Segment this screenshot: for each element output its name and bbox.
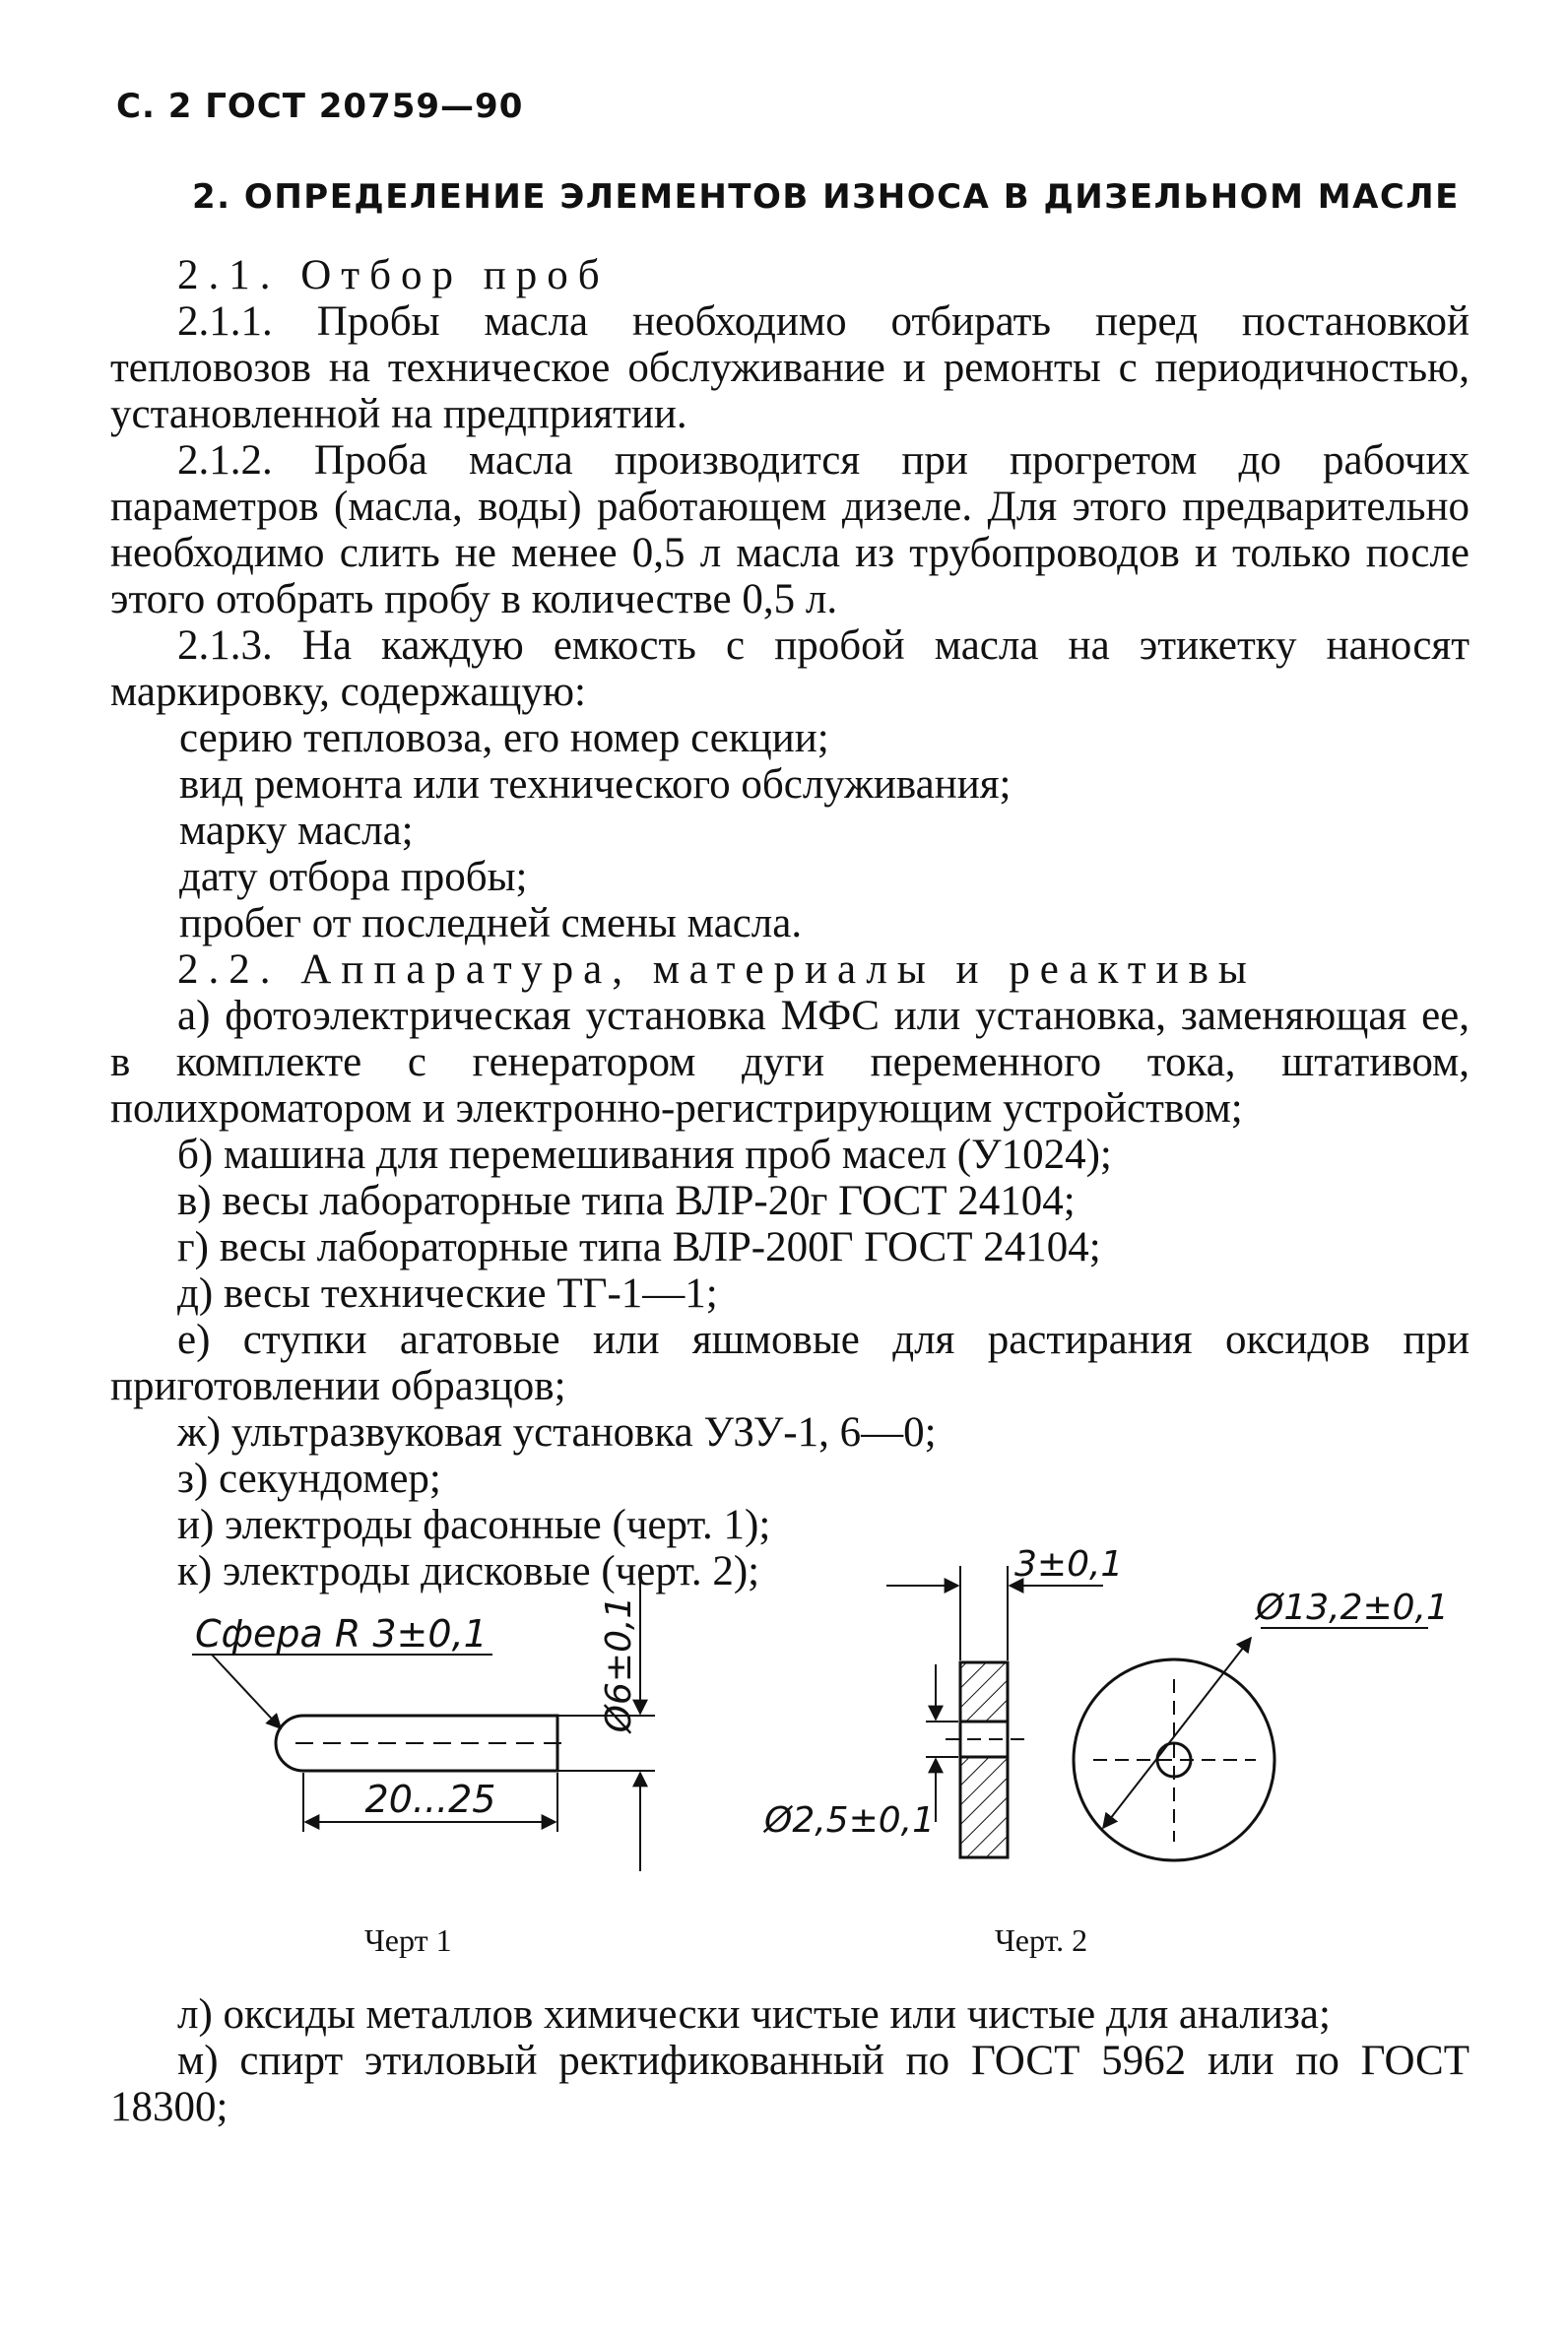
equipment-item: и) электроды фасонные (черт. 1); bbox=[177, 1502, 771, 1548]
equipment-item: к) электроды дисковые (черт. 2); bbox=[177, 1548, 760, 1594]
thickness-label: 3±0,1 bbox=[1014, 1544, 1124, 1585]
main-text bbox=[110, 252, 1470, 1594]
paragraph-2-1-1: 2.1.1. Пробы масла необходимо отбирать перед постановкой тепловозов на техническое обслуживание и ремонты с периодичностью, установленной на предприятии. bbox=[110, 298, 1470, 437]
subsection-2-2: 2.2. Аппаратура, материалы и реактивы bbox=[177, 946, 1257, 993]
equipment-item: е) ступки агатовые или яшмовые для растирания оксидов при приготовлении образцов; bbox=[110, 1317, 1470, 1409]
equipment-item: б) машина для перемешивания проб масел (У1024); bbox=[177, 1132, 1112, 1178]
caption-drawing-1: Черт 1 bbox=[364, 1922, 452, 1958]
marking-item: дату отбора пробы; bbox=[179, 854, 528, 900]
equipment-item: д) весы технические ТГ-1—1; bbox=[177, 1270, 718, 1317]
diameter-label: Ø6±0,1 bbox=[599, 1595, 639, 1733]
equipment-item: л) оксиды металлов химически чистые или чистые для анализа; bbox=[177, 1991, 1331, 2038]
caption-drawing-2: Черт. 2 bbox=[995, 1922, 1088, 1958]
page-header: С. 2 ГОСТ 20759—90 bbox=[116, 87, 524, 126]
sphere-radius-label: Сфера R 3±0,1 bbox=[195, 1612, 488, 1656]
hole-diameter-label: Ø2,5±0,1 bbox=[764, 1800, 936, 1841]
section-title: 2. ОПРЕДЕЛЕНИЕ ЭЛЕМЕНТОВ ИЗНОСА В ДИЗЕЛЬНОМ МАСЛЕ bbox=[192, 177, 1460, 217]
length-label: 20...25 bbox=[364, 1778, 496, 1821]
equipment-item: г) весы лабораторные типа ВЛР-200Г ГОСТ 24104; bbox=[177, 1224, 1101, 1270]
equipment-item: ж) ультразвуковая установка УЗУ-1, 6—0; bbox=[177, 1409, 937, 1456]
outer-diameter-label: Ø13,2±0,1 bbox=[1256, 1588, 1449, 1628]
equipment-item: м) спирт этиловый ректификованный по ГОСТ 5962 или по ГОСТ 18300; bbox=[110, 2038, 1470, 2130]
equipment-item: з) секундомер; bbox=[177, 1456, 441, 1502]
equipment-item: в) весы лабораторные типа ВЛР-20г ГОСТ 24104; bbox=[177, 1178, 1076, 1224]
paragraph-2-1-3: 2.1.3. На каждую емкость с пробой масла на этикетку наносят маркировку, содержащую: bbox=[110, 622, 1470, 715]
subsection-2-1: 2.1. Отбор проб bbox=[177, 252, 610, 298]
technical-drawings bbox=[0, 1536, 1568, 1989]
marking-item: пробег от последней смены масла. bbox=[179, 900, 803, 946]
paragraph-2-1-2: 2.1.2. Проба масла производится при прогретом до рабочих параметров (масла, воды) работающем дизеле. Для этого предварительно необходимо слить не менее 0,5 л масла из трубопроводов и только после этого отобрать пробу в количестве 0,5 л. bbox=[110, 437, 1470, 622]
equipment-item: а) фотоэлектрическая установка МФС или установка, заменяющая ее, в комплекте с генератором дуги переменного тока, штативом, полихроматором и электронно-регистрирующим устройством; bbox=[110, 993, 1470, 1132]
main-text-continued bbox=[110, 1991, 1470, 2130]
marking-item: вид ремонта или технического обслуживания; bbox=[179, 761, 1012, 808]
marking-item: серию тепловоза, его номер секции; bbox=[179, 715, 829, 761]
marking-item: марку масла; bbox=[179, 808, 414, 854]
